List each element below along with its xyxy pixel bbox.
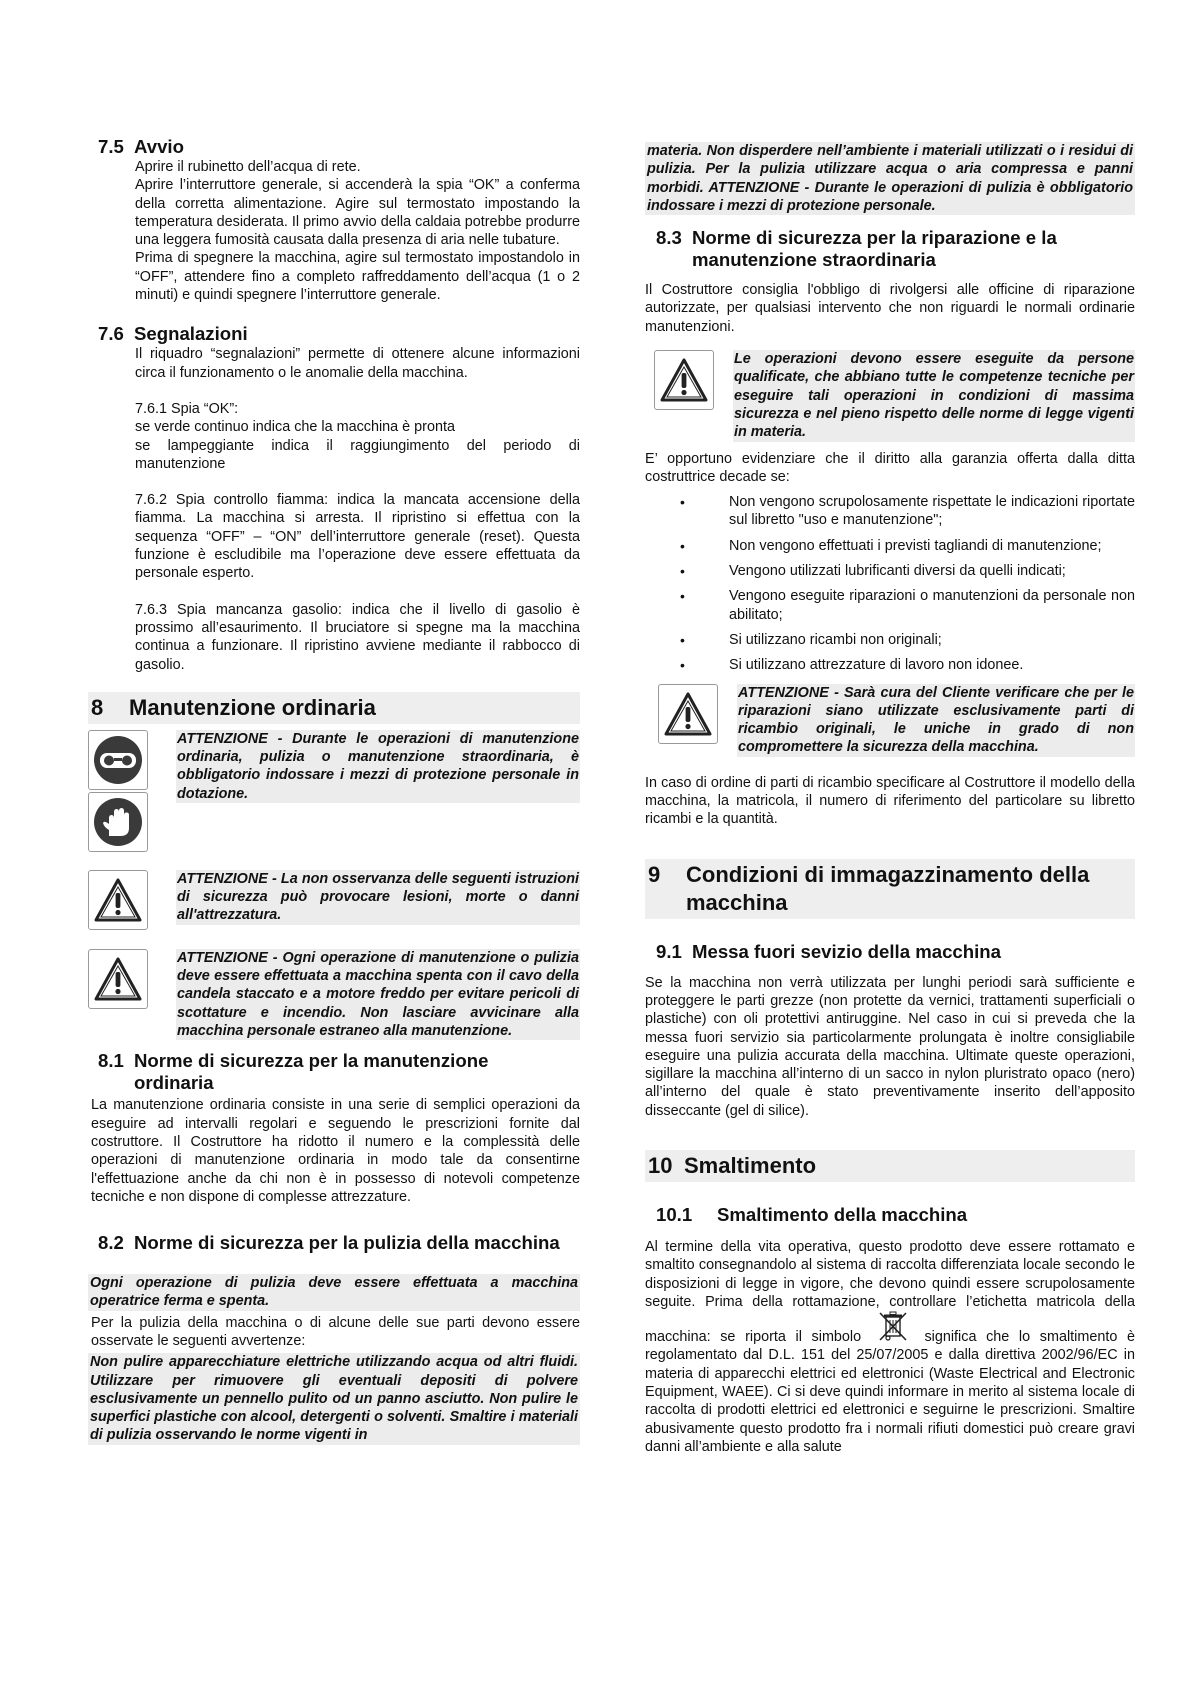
warning-triangle-icon: [654, 350, 714, 410]
list-item: • Vengono eseguite riparazioni o manutenzioni da personale non abilitato;: [645, 587, 1135, 624]
warning-triangle-icon: [88, 870, 148, 930]
warning-text: ATTENZIONE - Durante le operazioni di manutenzione ordinaria, pulizia o manutenzione straordinaria, è obbligatorio indossare i mezzi di protezione personale in dotazione.: [177, 730, 579, 802]
section-9-heading: 9 Condizioni di immagazzinamento della macchina: [645, 859, 1135, 919]
paragraph: Il riquadro “segnalazioni” permette di ottenere alcune informazioni circa il funzionamento o le anomalie della macchina.: [135, 346, 580, 381]
warning-triangle-icon: [658, 684, 718, 744]
paragraph: Al termine della vita operativa, questo prodotto deve essere rottamato e smaltito consegnandolo al sistema di raccolta differenziata locale secondo le disposizioni di legge in vigore, che devono quindi essere scrupolosamente seguite. Prima della rottamazione, controllare l’etichetta matricola della macchina: se riporta il simbolo significa che lo smaltimento è regolamentato dal D.L. 151 del 25/07/2005 e dalla direttiva 2002/96/EC in materia di apparecchi elettrici ed elettronici (Waste Electrical and Electronic Equipment, WAEE). Ci si deve quindi informare in merito al sistema locale di raccolta di prodotti elettrici ed elettronici e seguirne le prescrizioni. Smaltire abusivamente questo prodotto fra i normali rifiuti domestici può creare gravi danni all’ambiente e alla salute: [645, 1238, 1136, 1455]
section-8-1-heading: 8.1 Norme di sicurezza per la manutenzione ordinaria: [98, 1050, 489, 1094]
paragraph: Aprire il rubinetto dell’acqua di rete.: [135, 159, 361, 175]
right-column: [645, 142, 1135, 1456]
paragraph: 7.6.3 Spia mancanza gasolio: indica che il livello di gasolio è prossimo all’esaurimento. Il bruciatore si spegne ma la macchina continua a funzionare. Il ripristino avviene mediante il rabbocco di gasolio.: [135, 601, 580, 673]
warning-triangle-icon: [88, 949, 148, 1009]
paragraph: Aprire l’interruttore generale, si accenderà la spia “OK” a conferma della corretta alimentazione. Agire sul termostato impostando la temperatura desiderata. Il primo avvio della caldaia potrebbe produrre una leggera fumosità causata dalla presenza di aria nelle tubature.: [135, 177, 580, 249]
list-item: • Vengono utilizzati lubrificanti diversi da quelli indicati;: [645, 562, 1135, 580]
section-7-6-body: [135, 345, 580, 673]
warranty-conditions-list: [645, 493, 1135, 674]
paragraph: E’ opportuno evidenziare che il diritto alla garanzia offerta dalla ditta costruttrice decade se:: [645, 450, 1135, 485]
section-10-heading: 10 Smaltimento: [645, 1150, 1135, 1182]
warning-qualified: [645, 350, 1135, 441]
section-8-heading: 8 Manutenzione ordinaria: [88, 692, 580, 724]
warning-text: Le operazioni devono essere eseguite da persone qualificate, che abbiano tutte le competenze tecniche per eseguire tali operazioni in condizioni di massima sicurezza e nel pieno rispetto delle norme di legge vigenti in materia.: [734, 351, 1134, 441]
paragraph: Il Costruttore consiglia l'obbligo di rivolgersi alle officine di riparazione autorizzate, per qualsiasi intervento che non riguardi le normali ordinarie manutenzioni.: [645, 282, 1135, 335]
paragraph: 7.6.1 Spia “OK”:: [135, 400, 239, 417]
list-item: • Non vengono effettuati i previsti tagliandi di manutenzione;: [645, 537, 1135, 555]
warning-text: ATTENZIONE - La non osservanza delle seguenti istruzioni di sicurezza può provocare lesioni, morte o danni all'attrezzatura.: [177, 870, 579, 924]
section-7-5-body: [135, 158, 580, 304]
section-9-1-heading: 9.1 Messa fuori sevizio della macchina: [656, 940, 1001, 962]
paragraph: Se la macchina non verrà utilizzata per lunghi periodi sarà sufficiente e proteggere le parti grezze (non protette da vernici, trattamenti superficiali o plastiche) con oli protettivi antiruggine. Nel caso in cui si preveda che la messa fuori servizio sia particolarmente prolungata è inoltre consigliabile eseguire una pulizia accurata della macchina. Ultimate queste operazioni, sigillare la macchina all’interno di un sacco in nylon pluristrato opaco (nero) all’interno del quale è stato preventivamente inserito dell’apposito disseccante (gel di silice).: [645, 974, 1135, 1119]
warning-ppe: [88, 730, 580, 852]
cleaning-instructions: Non pulire apparecchiature elettriche utilizzando acqua od altri fluidi. Utilizzare per rimuovere gli eventuali depositi di polvere esclusivamente un pennello pulito od un panno asciutto. Non pulire le superfici plastiche con alcool, detergenti o solventi. Smaltire i materiali di pulizia osservando le norme vigenti in: [90, 1354, 578, 1444]
list-item: • Non vengono scrupolosamente rispettate le indicazioni riportate sul libretto "uso e manutenzione";: [645, 493, 1135, 530]
warning-text: ATTENZIONE - Ogni operazione di manutenzione o pulizia deve essere effettuata a macchina spenta con il cavo della candela staccato e a motore freddo per evitare pericoli di scottature e incendio. Non lasciare avvicinare alla macchina personale estraneo alla manutenzione.: [177, 949, 579, 1040]
paragraph: se verde continuo indica che la macchina è pronta: [135, 419, 455, 436]
section-8-2-heading: 8.2 Norme di sicurezza per la pulizia della macchina: [98, 1232, 560, 1254]
paragraph: La manutenzione ordinaria consiste in una serie di semplici operazioni da eseguire ad intervalli regolari e seguendo le prescrizioni fornite dal costruttore. Il Costruttore ha ridotto il numero e la complessità delle operazioni di manutenzione ordinaria in modo tale da consentirne l'effettuazione anche da chi non è in possesso di notevoli competenze tecniche e non dispone di complesse attrezzature.: [91, 1097, 580, 1205]
paragraph: Per la pulizia della macchina o di alcune delle sue parti devono essere osservate le seguenti avvertenze:: [91, 1314, 580, 1349]
cleaning-warning: Ogni operazione di pulizia deve essere effettuata a macchina operatrice ferma e spenta.: [90, 1275, 578, 1310]
warning-text: ATTENZIONE - Sarà cura del Cliente verificare che per le riparazioni siano utilizzate esclusivamente parti di ricambio originali, le uniche in grado di non compromettere la sicurezza della macchina.: [738, 684, 1134, 756]
cleaning-instructions-continued: materia. Non disperdere nell’ambiente i materiali utilizzati o i residui di pulizia. Per la pulizia utilizzare acqua o aria compressa e panni morbidi. ATTENZIONE - Durante le operazioni di pulizia è obbligatorio indossare i mezzi di protezione personale.: [647, 143, 1133, 214]
paragraph: se lampeggiante indica il raggiungimento del periodo di manutenzione: [135, 437, 580, 472]
wheelie-bin-crossed-icon: [875, 1311, 911, 1346]
warning-safety: [88, 870, 580, 930]
list-item: • Si utilizzano attrezzature di lavoro non idonee.: [645, 656, 1135, 674]
section-7-6-heading: 7.6 Segnalazioni: [98, 323, 248, 345]
warning-maintenance: [88, 949, 580, 1040]
section-8-3-heading: 8.3 Norme di sicurezza per la riparazione e la manutenzione straordinaria: [656, 227, 1057, 271]
warning-spare-parts: [645, 684, 1135, 757]
goggles-icon: [88, 730, 148, 790]
paragraph: 7.6.2 Spia controllo fiamma: indica la mancata accensione della fiamma. La macchina si arresta. Il ripristino si effettua con la sequenza “OFF” – “ON” dell’interruttore generale (reset). Questa funzione è escludibile ma l’operazione deve essere effettuata da personale esperto.: [135, 492, 580, 582]
list-item: • Si utilizzano ricambi non originali;: [645, 631, 1135, 649]
section-7-5-heading: 7.5 Avvio: [98, 136, 184, 157]
left-column: [88, 136, 580, 1445]
gloves-icon: [88, 792, 148, 852]
section-10-1-heading: 10.1 Smaltimento della macchina: [656, 1203, 968, 1225]
paragraph: In caso di ordine di parti di ricambio specificare al Costruttore il modello della macchina, la matricola, il numero di riferimento del particolare su libretto ricambi e la quantità.: [645, 774, 1135, 828]
paragraph: Prima di spegnere la macchina, agire sul termostato impostandolo in “OFF”, attendere fino a completo raffreddamento dell’acqua (1 o 2 minuti) e quindi spegnere l’interruttore generale.: [135, 250, 580, 304]
